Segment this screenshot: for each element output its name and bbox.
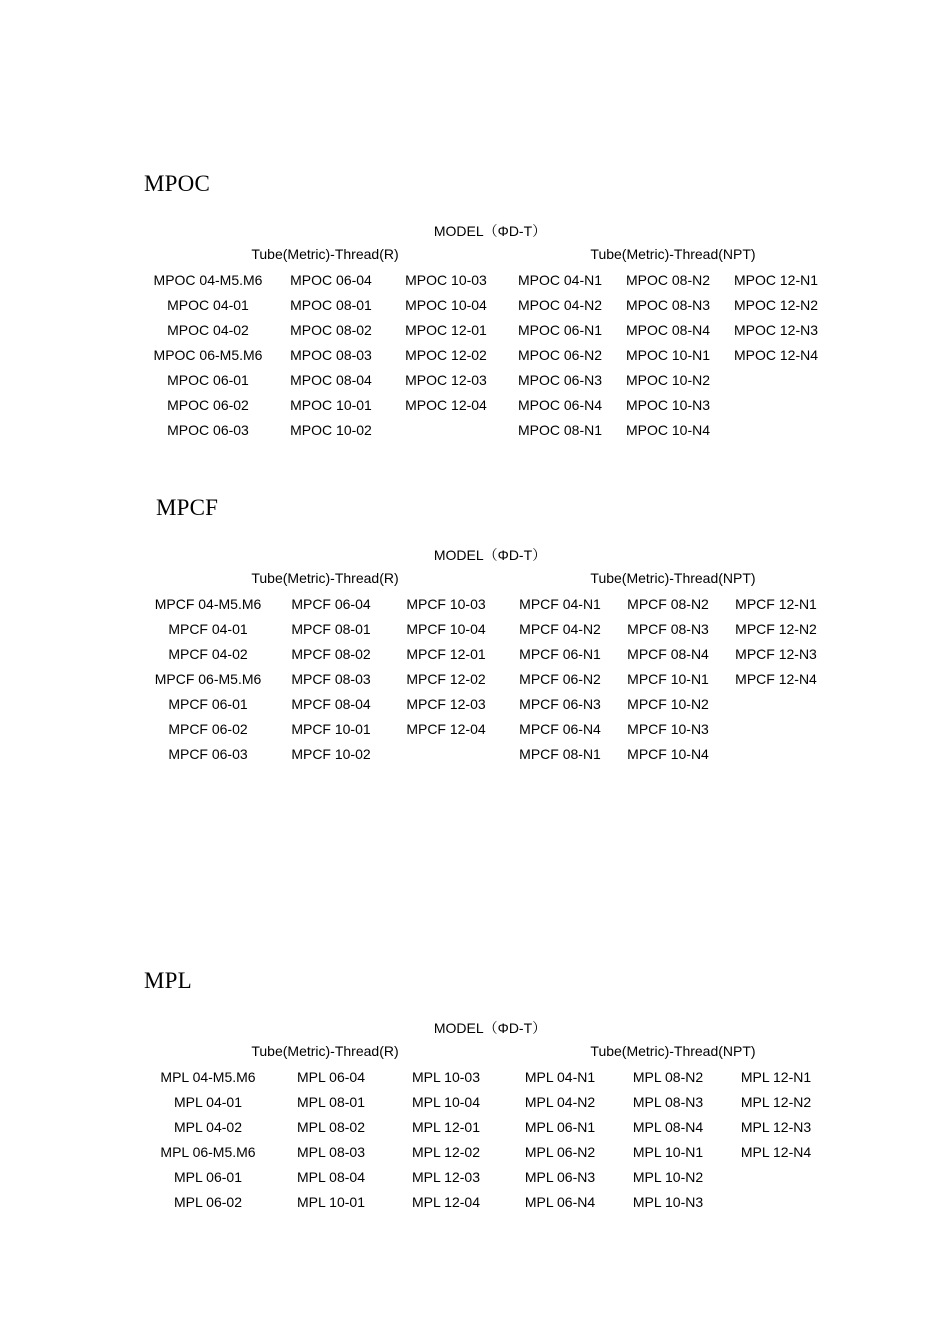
model-code: MPL 06-N4 — [524, 1194, 596, 1210]
model-code: MPOC 08-N1 — [517, 422, 603, 438]
group-header-thread-r: Tube(Metric)-Thread(R) — [251, 570, 399, 586]
model-code: MPL 06-04 — [297, 1069, 365, 1085]
model-code: MPOC 12-N2 — [733, 297, 819, 313]
section-title: MPCF — [156, 495, 219, 520]
model-code: MPOC 08-04 — [290, 372, 372, 388]
model-code: MPOC 12-N4 — [733, 347, 819, 363]
model-code: MPCF 06-04 — [291, 596, 371, 612]
model-code: MPOC 10-03 — [405, 272, 487, 288]
model-code: MPOC 06-M5.M6 — [153, 347, 263, 363]
model-code: MPL 06-N3 — [524, 1169, 596, 1185]
model-code: MPOC 08-N4 — [625, 322, 711, 338]
model-code: MPL 08-N3 — [632, 1094, 704, 1110]
model-code: MPOC 10-N4 — [625, 422, 711, 438]
model-label: MODEL（ΦD-T） — [433, 547, 547, 563]
model-code: MPOC 08-N3 — [625, 297, 711, 313]
model-code: MPCF 12-04 — [406, 721, 486, 737]
model-code: MPL 12-04 — [412, 1194, 480, 1210]
model-code: MPCF 08-N4 — [627, 646, 709, 662]
model-code: MPCF 06-N2 — [519, 671, 601, 687]
model-code: MPCF 10-N3 — [627, 721, 709, 737]
model-code: MPL 10-N3 — [632, 1194, 704, 1210]
model-code: MPOC 08-01 — [290, 297, 372, 313]
model-code: MPCF 08-N2 — [627, 596, 709, 612]
model-code: MPL 10-N2 — [632, 1169, 704, 1185]
model-code: MPOC 10-N2 — [625, 372, 711, 388]
model-code: MPOC 08-02 — [290, 322, 372, 338]
model-code: MPCF 04-N2 — [519, 621, 601, 637]
model-code: MPCF 08-04 — [291, 696, 371, 712]
model-code: MPCF 10-N1 — [627, 671, 709, 687]
model-code: MPOC 10-01 — [290, 397, 372, 413]
model-label: MODEL（ΦD-T） — [433, 1020, 547, 1036]
model-code: MPOC 12-02 — [405, 347, 487, 363]
model-code: MPL 06-01 — [174, 1169, 242, 1185]
model-code: MPOC 08-03 — [290, 347, 372, 363]
model-code: MPCF 06-N3 — [519, 696, 601, 712]
model-code: MPCF 08-N1 — [519, 746, 601, 762]
model-code: MPCF 12-N1 — [735, 596, 817, 612]
model-code: MPOC 06-N3 — [517, 372, 603, 388]
model-code: MPOC 06-N4 — [517, 397, 603, 413]
model-code: MPL 08-03 — [297, 1144, 365, 1160]
model-code: MPOC 06-01 — [167, 372, 249, 388]
model-code: MPL 08-N2 — [632, 1069, 704, 1085]
model-code: MPOC 06-N1 — [517, 322, 603, 338]
model-code: MPOC 12-01 — [405, 322, 487, 338]
model-code: MPCF 12-01 — [406, 646, 486, 662]
model-code: MPCF 06-03 — [168, 746, 248, 762]
model-label: MODEL（ΦD-T） — [433, 223, 547, 239]
group-header-thread-r: Tube(Metric)-Thread(R) — [251, 246, 399, 262]
model-code: MPL 10-04 — [412, 1094, 480, 1110]
model-code: MPOC 12-N3 — [733, 322, 819, 338]
model-code: MPCF 06-M5.M6 — [154, 671, 262, 687]
model-code: MPL 06-02 — [174, 1194, 242, 1210]
model-code: MPL 10-N1 — [632, 1144, 704, 1160]
model-code: MPOC 08-N2 — [625, 272, 711, 288]
model-code: MPCF 10-03 — [406, 596, 486, 612]
group-header-thread-npt: Tube(Metric)-Thread(NPT) — [590, 570, 756, 586]
model-code: MPL 10-03 — [412, 1069, 480, 1085]
model-code: MPOC 12-04 — [405, 397, 487, 413]
model-code: MPL 08-01 — [297, 1094, 365, 1110]
model-code: MPCF 10-N2 — [627, 696, 709, 712]
model-code: MPOC 06-02 — [167, 397, 249, 413]
model-code: MPCF 04-N1 — [519, 596, 601, 612]
model-code: MPOC 04-M5.M6 — [153, 272, 263, 288]
model-code: MPCF 10-02 — [291, 746, 371, 762]
model-code: MPOC 04-N2 — [517, 297, 603, 313]
model-code: MPCF 10-01 — [291, 721, 371, 737]
model-code: MPCF 06-02 — [168, 721, 248, 737]
model-code: MPCF 06-N4 — [519, 721, 601, 737]
model-code: MPL 08-N4 — [632, 1119, 704, 1135]
model-code: MPOC 06-04 — [290, 272, 372, 288]
model-code: MPCF 12-N4 — [735, 671, 817, 687]
model-code: MPL 08-04 — [297, 1169, 365, 1185]
model-code: MPOC 10-N3 — [625, 397, 711, 413]
model-code: MPCF 08-N3 — [627, 621, 709, 637]
model-code: MPOC 04-02 — [167, 322, 249, 338]
model-code: MPL 06-M5.M6 — [160, 1144, 256, 1160]
model-code: MPCF 08-02 — [291, 646, 371, 662]
model-code: MPCF 12-N2 — [735, 621, 817, 637]
model-code: MPCF 04-01 — [168, 621, 248, 637]
model-code: MPOC 10-02 — [290, 422, 372, 438]
model-code: MPL 04-01 — [174, 1094, 242, 1110]
model-code: MPL 04-N1 — [524, 1069, 596, 1085]
model-code: MPL 06-N2 — [524, 1144, 596, 1160]
model-code: MPL 12-N4 — [740, 1144, 812, 1160]
model-code: MPL 04-02 — [174, 1119, 242, 1135]
group-header-thread-r: Tube(Metric)-Thread(R) — [251, 1043, 399, 1059]
model-code: MPCF 12-03 — [406, 696, 486, 712]
section-title: MPOC — [144, 171, 210, 196]
model-code: MPL 12-N1 — [740, 1069, 812, 1085]
model-code: MPL 12-01 — [412, 1119, 480, 1135]
model-code: MPCF 12-02 — [406, 671, 486, 687]
model-code: MPCF 04-02 — [168, 646, 248, 662]
model-code: MPL 04-N2 — [524, 1094, 596, 1110]
model-code: MPCF 08-01 — [291, 621, 371, 637]
model-code: MPCF 10-04 — [406, 621, 486, 637]
model-code: MPOC 12-03 — [405, 372, 487, 388]
section-title: MPL — [144, 968, 192, 993]
model-code: MPCF 08-03 — [291, 671, 371, 687]
model-code: MPL 12-03 — [412, 1169, 480, 1185]
model-code: MPL 08-02 — [297, 1119, 365, 1135]
model-code: MPCF 04-M5.M6 — [154, 596, 262, 612]
model-code: MPOC 10-N1 — [625, 347, 711, 363]
model-code: MPCF 10-N4 — [627, 746, 709, 762]
model-code: MPOC 04-01 — [167, 297, 249, 313]
model-code: MPCF 06-N1 — [519, 646, 601, 662]
model-code: MPOC 06-N2 — [517, 347, 603, 363]
model-code: MPOC 06-03 — [167, 422, 249, 438]
model-code: MPCF 12-N3 — [735, 646, 817, 662]
model-code: MPL 12-N3 — [740, 1119, 812, 1135]
model-code: MPCF 06-01 — [168, 696, 248, 712]
group-header-thread-npt: Tube(Metric)-Thread(NPT) — [590, 1043, 756, 1059]
model-code: MPL 04-M5.M6 — [160, 1069, 256, 1085]
model-code: MPL 06-N1 — [524, 1119, 596, 1135]
model-code: MPOC 12-N1 — [733, 272, 819, 288]
model-code: MPL 12-N2 — [740, 1094, 812, 1110]
model-code: MPOC 04-N1 — [517, 272, 603, 288]
model-code: MPL 10-01 — [297, 1194, 365, 1210]
model-code: MPL 12-02 — [412, 1144, 480, 1160]
model-code: MPOC 10-04 — [405, 297, 487, 313]
group-header-thread-npt: Tube(Metric)-Thread(NPT) — [590, 246, 756, 262]
